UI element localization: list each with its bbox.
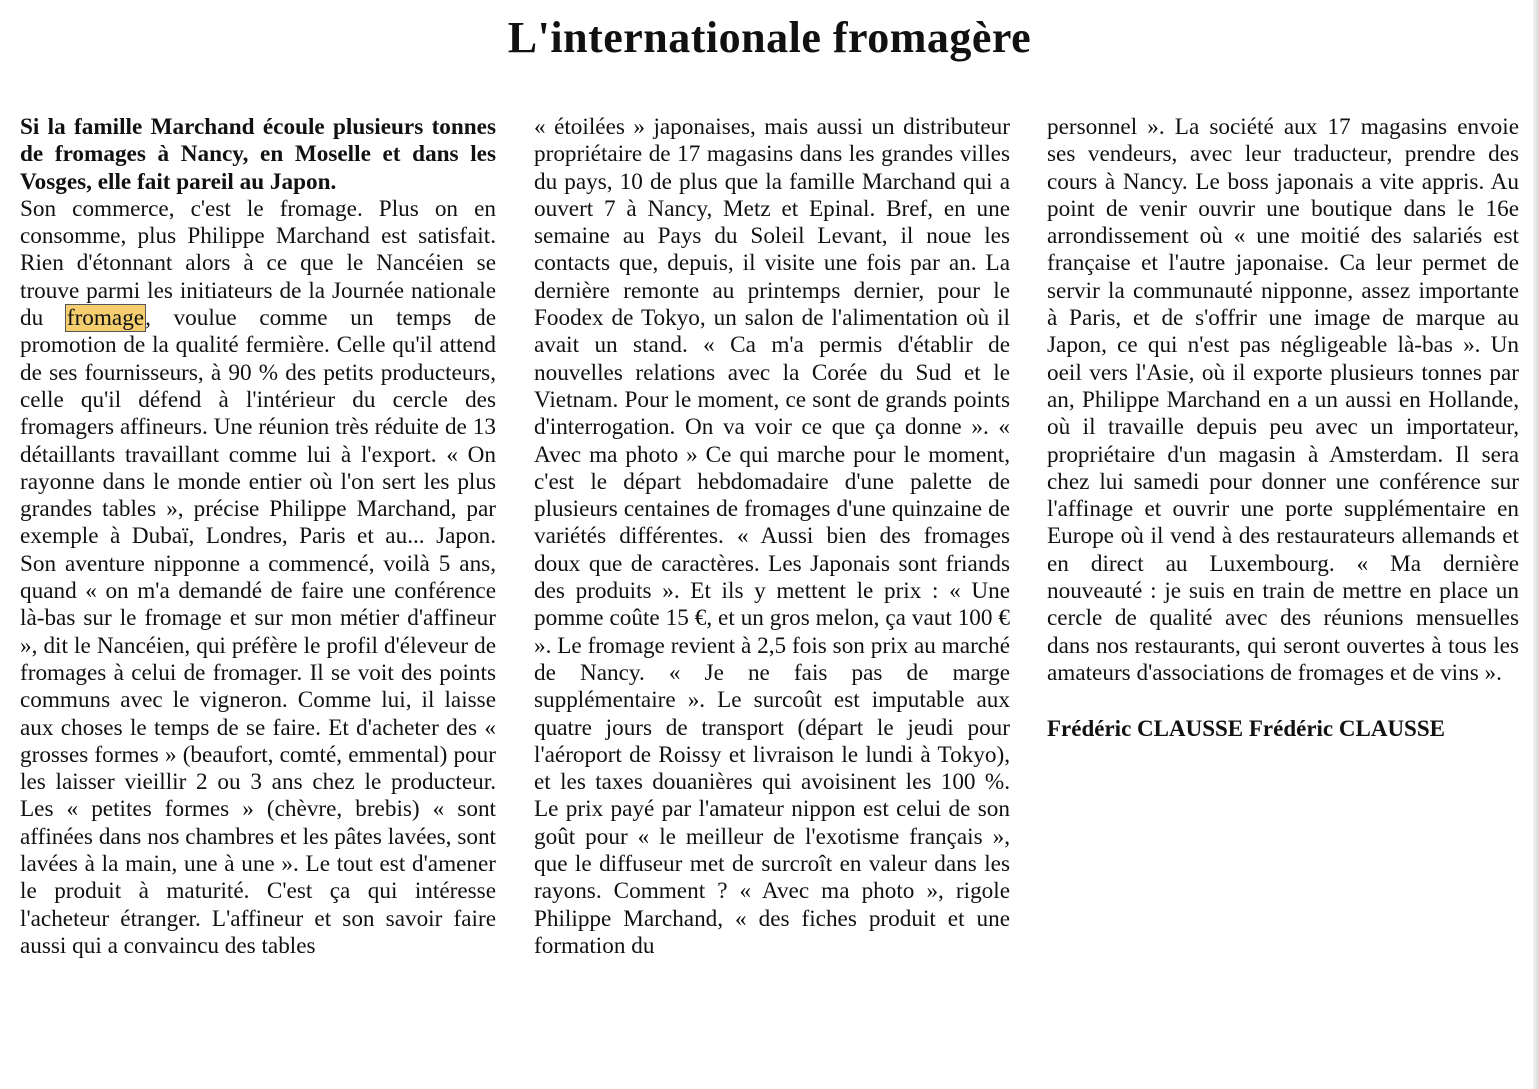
scan-edge-shadow bbox=[1533, 0, 1539, 1089]
body-text-before-highlight: Son commerce, c'est le fromage. Plus on en consomme, plus Philippe Marchand est satisfait. Rien d'étonnant alors à ce que le Nancéien se trouve parmi les initiateurs de la Journée nationale du bbox=[20, 195, 496, 332]
body-text-after-highlight: , voulue comme un temps de promotion de la qualité fermière. Celle qu'il attend de ses fournisseurs, à 90 % des petits producteurs, celle qu'il défend à l'intérieur du cercle des fromagers affineurs. Une réunion très réduite de 13 détaillants travaillant comme lui à l'export. « On rayonne dans le monde entier où l'on sert les plus grandes tables », précise Philippe Marchand, par exemple à Dubaï, Londres, Paris et au... Japon. Son aventure nipponne a commencé, voilà 5 ans, quand « on m'a demandé de faire une conférence là-bas sur le fromage et sur mon métier d'affineur », dit le Nancéien, qui préfère le profil d'éleveur de fromages à celui de fromager. Il se voit des points communs avec le vigneron. Comme lui, il laisse aux choses le temps de se faire. Et d'acheter des « grosses formes » (beaufort, comté, emmental) pour les laisser vieillir 2 ou 3 ans chez le producteur. Les « petites formes » (chèvre, brebis) « sont affinées dans nos chambres et les pâtes lavées, sont lavées à la main, une à une ». Le tout est d'amener le produit à maturité. C'est ça qui intéresse l'acheteur étranger. L'affineur et son savoir faire aussi qui a convaincu des tables bbox=[20, 305, 496, 959]
article-body-paragraph-3: personnel ». La société aux 17 magasins envoie ses vendeurs, avec leur traducteur, prendre des cours à Nancy. Le boss japonais a vite appris. Au point de venir ouvrir une boutique dans le 16e arrondissement où « une moitié des salariés est française et l'autre japonaise. Ca leur permet de servir la communauté nipponne, assez importante à Paris, et de s'offrir une image de marque au Japon, ce qui n'est pas négligeable là-bas ». Un oeil vers l'Asie, où il exporte plusieurs tonnes par an, Philippe Marchand en a un aussi en Hollande, où il travaille depuis peu avec un importateur, propriétaire d'un magasin à Amsterdam. Il sera chez lui samedi pour donner une conférence sur l'affinage et ouvrir une porte supplémentaire en Europe où il vend à des restaurateurs allemands et en direct au Luxembourg. « Ma dernière nouveauté : je suis en train de mettre en place un cercle de qualité avec des réunions mensuelles dans nos restaurants, qui seront ouvertes à tous les amateurs d'associations de fromages et de vins ». bbox=[1047, 114, 1519, 686]
article-headline: L'internationale fromagère bbox=[507, 13, 1032, 62]
article-byline: Frédéric CLAUSSE Frédéric CLAUSSE bbox=[1047, 716, 1445, 742]
article-column-2 bbox=[534, 114, 1010, 960]
article-column-1 bbox=[20, 114, 496, 960]
article-lead: Si la famille Marchand écoule plusieurs tonnes de fromages à Nancy, en Moselle et dans les Vosges, elle fait pareil au Japon. bbox=[20, 114, 496, 195]
article-column-3 bbox=[1047, 114, 1519, 743]
article-body-paragraph bbox=[20, 196, 496, 960]
search-highlight-term: fromage bbox=[66, 305, 145, 332]
article-body-paragraph-2: « étoilées » japonaises, mais aussi un distributeur propriétaire de 17 magasins dans les grandes villes du pays, 10 de plus que la famille Marchand qui a ouvert 7 à Nancy, Metz et Epinal. Bref, en une semaine au Pays du Soleil Levant, il noue les contacts que, depuis, il visite une fois par an. La dernière remonte au printemps dernier, pour le Foodex de Tokyo, un salon de l'alimentation où il avait un stand. « Ca m'a permis d'établir de nouvelles relations avec la Corée du Sud et le Vietnam. Pour le moment, ce sont de grands points d'interrogation. On va voir ce que ça donne ». « Avec ma photo » Ce qui marche pour le moment, c'est le départ hebdomadaire d'une palette de plusieurs centaines de fromages d'une quinzaine de variétés différentes. « Aussi bien des fromages doux que de caractères. Les Japonais sont friands des produits ». Et ils y mettent le prix : « Une pomme coûte 15 €, et un gros melon, ça vaut 100 € ». Le fromage revient à 2,5 fois son prix au marché de Nancy. « Je ne fais pas de marge supplémentaire ». Le surcoût est imputable aux quatre jours de transport (départ le jeudi pour l'aéroport de Roissy et livraison le lundi à Tokyo), et les taxes douanières qui avoisinent les 100 %. Le prix payé par l'amateur nippon est celui de son goût pour « le meilleur de l'exotisme français », que le diffuseur met de surcroît en valeur dans les rayons. Comment ? « Avec ma photo », rigole Philippe Marchand, « des fiches produit et une formation du bbox=[534, 114, 1010, 959]
